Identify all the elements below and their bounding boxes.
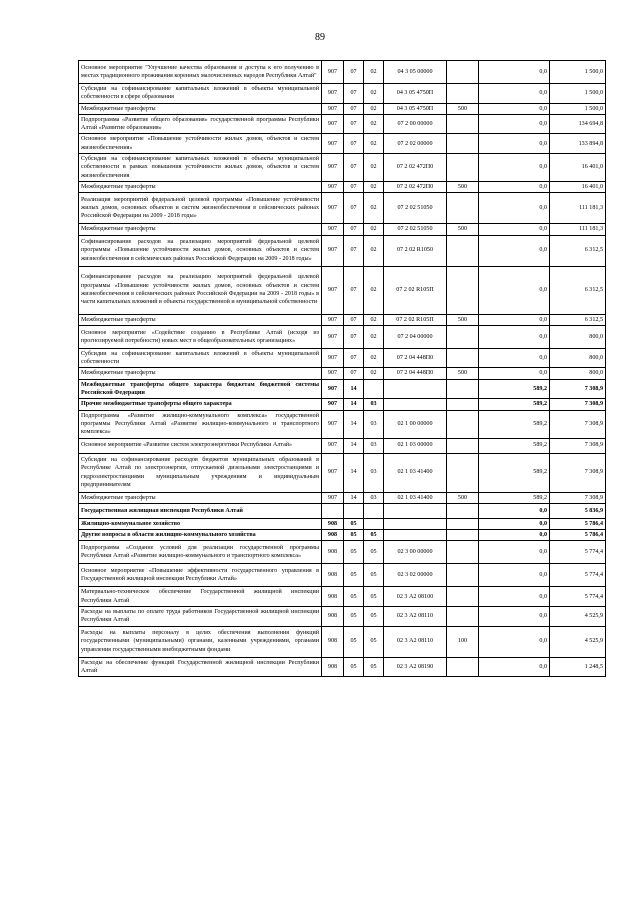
table-cell-value-2: 7 308,9 — [550, 438, 606, 453]
table-cell-ministry: 907 — [322, 453, 344, 492]
table-cell-target-article: 07 2 02 R1050 — [384, 235, 447, 266]
table-cell-expense-type: 500 — [447, 224, 479, 235]
table-cell-value-2: 800,0 — [550, 348, 606, 368]
table-cell-value-1: 0,0 — [479, 626, 550, 657]
table-cell-name: Субсидии на софинансирование расходов бюджетов муниципальных образований в Республике Алтай по электроэнергии, отпускаемой дизельными электростанциями и гидроэлектростанциями муниципальным учреждениям и индивидуальным предпринимателям — [79, 453, 322, 492]
table-cell-value-1: 589,2 — [479, 399, 550, 410]
table-cell-section: 05 — [344, 607, 364, 627]
table-row — [79, 541, 606, 564]
table-cell-target-article — [384, 399, 447, 410]
table-cell-subsection — [364, 379, 384, 399]
table-cell-name: Межбюджетные трансферты — [79, 224, 322, 235]
table-cell-value-1: 0,0 — [479, 607, 550, 627]
table-cell-value-1: 0,0 — [479, 325, 550, 348]
table-cell-subsection: 05 — [364, 607, 384, 627]
table-cell-expense-type: 500 — [447, 181, 479, 192]
table-cell-expense-type — [447, 607, 479, 627]
table-row — [79, 61, 606, 84]
table-cell-value-2: 6 312,5 — [550, 235, 606, 266]
table-cell-ministry: 907 — [322, 325, 344, 348]
table-cell-ministry: 907 — [322, 84, 344, 104]
table-cell-section — [344, 503, 364, 518]
table-cell-name: Расходы на выплаты по оплате труда работников Государственной жилищной инспекции Республики Алтай — [79, 607, 322, 627]
table-cell-name: Основное мероприятие «Содействие созданию в Республике Алтай (исходя из прогнозируемой потребности) новых мест в общеобразовательных организациях» — [79, 325, 322, 348]
table-cell-expense-type — [447, 657, 479, 677]
table-cell-subsection: 02 — [364, 61, 384, 84]
table-cell-value-1: 0,0 — [479, 181, 550, 192]
table-row — [79, 224, 606, 235]
table-cell-value-2: 1 248,5 — [550, 657, 606, 677]
table-cell-target-article: 04 3 05 4750П — [384, 84, 447, 104]
table-row — [79, 181, 606, 192]
table-cell-expense-type — [447, 84, 479, 104]
table-cell-value-2: 133 894,8 — [550, 134, 606, 154]
table-cell-target-article: 02 1 03 00000 — [384, 438, 447, 453]
table-cell-target-article: 02 3 А2 08110 — [384, 626, 447, 657]
table-cell-subsection: 02 — [364, 314, 384, 325]
table-row — [79, 626, 606, 657]
table-cell-value-2: 5 786,4 — [550, 518, 606, 529]
table-cell-name: Расходы на выплаты персоналу в целях обеспечения выполнения функций государственными (муниципальными) органами, казенными учреждениями, органами управления государственными внебюджетными фондами — [79, 626, 322, 657]
table-cell-section: 07 — [344, 114, 364, 134]
table-cell-value-2: 5 774,4 — [550, 587, 606, 607]
table-cell-section: 07 — [344, 193, 364, 224]
table-cell-value-2: 5 774,4 — [550, 564, 606, 587]
table-cell-expense-type — [447, 453, 479, 492]
table-cell-value-2: 5 774,4 — [550, 541, 606, 564]
table-cell-section: 07 — [344, 181, 364, 192]
table-row — [79, 518, 606, 529]
table-cell-subsection: 02 — [364, 181, 384, 192]
table-cell-target-article: 07 2 02 472П0 — [384, 154, 447, 182]
table-cell-name: Основное мероприятие «Повышение эффективности государственного управления в Государственной жилищной инспекции Республики Алтай» — [79, 564, 322, 587]
table-cell-target-article: 07 2 04 448П0 — [384, 368, 447, 379]
table-cell-value-1: 0,0 — [479, 314, 550, 325]
table-cell-section: 05 — [344, 518, 364, 529]
table-cell-section: 05 — [344, 626, 364, 657]
table-cell-value-1: 0,0 — [479, 503, 550, 518]
table-cell-section: 05 — [344, 541, 364, 564]
table-cell-expense-type — [447, 193, 479, 224]
table-cell-section: 07 — [344, 235, 364, 266]
table-cell-expense-type — [447, 564, 479, 587]
table-cell-ministry: 907 — [322, 314, 344, 325]
table-cell-target-article: 02 1 00 00000 — [384, 410, 447, 438]
table-row — [79, 587, 606, 607]
table-cell-value-2: 6 312,5 — [550, 266, 606, 314]
table-cell-value-2: 800,0 — [550, 325, 606, 348]
table-cell-subsection: 05 — [364, 541, 384, 564]
table-cell-value-2: 111 181,3 — [550, 224, 606, 235]
table-row — [79, 266, 606, 314]
table-cell-section: 07 — [344, 368, 364, 379]
table-cell-ministry: 907 — [322, 348, 344, 368]
table-cell-value-2: 7 308,9 — [550, 399, 606, 410]
table-cell-name: Другие вопросы в области жилищно-коммунального хозяйства — [79, 530, 322, 541]
table-cell-ministry: 907 — [322, 410, 344, 438]
table-cell-ministry: 907 — [322, 438, 344, 453]
table-cell-expense-type: 500 — [447, 314, 479, 325]
table-cell-ministry: 907 — [322, 181, 344, 192]
table-cell-expense-type — [447, 266, 479, 314]
table-cell-subsection: 03 — [364, 492, 384, 503]
table-row — [79, 438, 606, 453]
table-cell-ministry: 908 — [322, 607, 344, 627]
table-cell-name: Жилищно-коммунальное хозяйство — [79, 518, 322, 529]
table-cell-value-2: 16 401,0 — [550, 154, 606, 182]
table-cell-value-2: 4 525,9 — [550, 626, 606, 657]
table-cell-value-1: 589,2 — [479, 410, 550, 438]
table-cell-subsection: 02 — [364, 325, 384, 348]
table-cell-expense-type — [447, 325, 479, 348]
table-row — [79, 657, 606, 677]
table-cell-section: 05 — [344, 564, 364, 587]
table-cell-ministry — [322, 503, 344, 518]
table-row — [79, 325, 606, 348]
table-cell-section: 14 — [344, 492, 364, 503]
table-cell-subsection: 02 — [364, 224, 384, 235]
table-cell-value-2: 5 836,9 — [550, 503, 606, 518]
table-cell-value-2: 1 500,0 — [550, 103, 606, 114]
table-cell-target-article — [384, 530, 447, 541]
table-cell-subsection: 03 — [364, 453, 384, 492]
table-cell-subsection — [364, 518, 384, 529]
table-cell-ministry: 908 — [322, 657, 344, 677]
table-cell-value-2: 6 312,5 — [550, 314, 606, 325]
table-row — [79, 410, 606, 438]
table-cell-name: Основное мероприятие «Повышение устойчивости жилых домов, объектов и систем жизнеобеспечения» — [79, 134, 322, 154]
table-row — [79, 379, 606, 399]
table-cell-value-2: 5 786,4 — [550, 530, 606, 541]
table-cell-value-1: 0,0 — [479, 154, 550, 182]
table-cell-target-article: 07 2 02 R105П — [384, 266, 447, 314]
table-cell-subsection: 02 — [364, 134, 384, 154]
table-cell-expense-type — [447, 410, 479, 438]
table-row — [79, 348, 606, 368]
table-cell-value-1: 0,0 — [479, 103, 550, 114]
table-cell-ministry: 908 — [322, 587, 344, 607]
table-cell-value-1: 0,0 — [479, 61, 550, 84]
table-cell-value-1: 0,0 — [479, 518, 550, 529]
table-cell-name: Основное мероприятие "Улучшение качества образования и доступа к его получению в местах традиционного проживания коренных малочисленных народов Республики Алтай" — [79, 61, 322, 84]
table-cell-name: Межбюджетные трансферты — [79, 103, 322, 114]
page-number: 89 — [315, 32, 325, 43]
table-cell-target-article: 07 2 02 00000 — [384, 134, 447, 154]
table-cell-target-article: 02 3 00 00000 — [384, 541, 447, 564]
table-cell-subsection: 03 — [364, 438, 384, 453]
table-cell-value-1: 0,0 — [479, 530, 550, 541]
table-cell-target-article: 02 1 03 41400 — [384, 492, 447, 503]
table-cell-expense-type — [447, 399, 479, 410]
table-cell-section: 07 — [344, 224, 364, 235]
table-cell-ministry: 907 — [322, 399, 344, 410]
table-cell-subsection: 05 — [364, 657, 384, 677]
table-cell-subsection: 03 — [364, 410, 384, 438]
table-cell-ministry: 907 — [322, 154, 344, 182]
table-cell-value-1: 0,0 — [479, 368, 550, 379]
table-row — [79, 399, 606, 410]
table-cell-expense-type: 100 — [447, 626, 479, 657]
table-cell-expense-type — [447, 61, 479, 84]
table-cell-value-2: 1 500,0 — [550, 61, 606, 84]
table-row — [79, 564, 606, 587]
table-cell-target-article: 07 2 04 448П0 — [384, 348, 447, 368]
table-cell-target-article — [384, 379, 447, 399]
table-cell-subsection: 05 — [364, 564, 384, 587]
table-cell-expense-type — [447, 235, 479, 266]
table-cell-section: 14 — [344, 438, 364, 453]
table-cell-value-1: 0,0 — [479, 193, 550, 224]
table-cell-target-article: 07 2 02 R105П — [384, 314, 447, 325]
table-cell-name: Прочие межбюджетные трансферты общего характера — [79, 399, 322, 410]
table-cell-target-article: 07 2 00 00000 — [384, 114, 447, 134]
table-cell-name: Государственная жилищная инспекция Республики Алтай — [79, 503, 322, 518]
table-cell-expense-type: 500 — [447, 492, 479, 503]
table-cell-ministry: 907 — [322, 61, 344, 84]
table-cell-value-1: 589,2 — [479, 453, 550, 492]
table-row — [79, 368, 606, 379]
table-cell-name: Реализация мероприятий федеральной целевой программы «Повышение устойчивости жилых домов, основных объектов и систем жизнеобеспечения в сейсмических районах Российской Федерации на 2009 - 2018 годы» — [79, 193, 322, 224]
table-cell-value-1: 0,0 — [479, 114, 550, 134]
table-cell-section: 14 — [344, 399, 364, 410]
table-cell-ministry: 908 — [322, 530, 344, 541]
table-cell-value-1: 589,2 — [479, 379, 550, 399]
table-cell-name: Межбюджетные трансферты — [79, 181, 322, 192]
table-cell-target-article: 02 3 А2 08190 — [384, 657, 447, 677]
table-cell-name: Основное мероприятие «Развитие систем электроэнергетики Республики Алтай» — [79, 438, 322, 453]
table-cell-ministry: 907 — [322, 224, 344, 235]
table-cell-target-article: 07 2 04 00000 — [384, 325, 447, 348]
table-cell-ministry: 907 — [322, 134, 344, 154]
table-row — [79, 154, 606, 182]
table-cell-ministry: 907 — [322, 492, 344, 503]
table-cell-expense-type — [447, 503, 479, 518]
table-cell-name: Субсидии на софинансирование капитальных вложений в объекты муниципальной собственности — [79, 348, 322, 368]
table-cell-value-1: 0,0 — [479, 266, 550, 314]
table-cell-target-article: 07 2 02 51050 — [384, 224, 447, 235]
table-row — [79, 607, 606, 627]
table-cell-section: 07 — [344, 154, 364, 182]
table-cell-name: Расходы на обеспечение функций Государственной жилищной инспекции Республики Алтай — [79, 657, 322, 677]
table-cell-name: Субсидии на софинансирование капитальных вложений в объекты муниципальной собственности в рамках повышения устойчивости жилых домов, объектов и систем жизнеобеспечения — [79, 154, 322, 182]
table-cell-subsection: 02 — [364, 114, 384, 134]
table-cell-value-2: 4 525,9 — [550, 607, 606, 627]
table-cell-value-2: 7 308,9 — [550, 410, 606, 438]
table-cell-value-2: 7 308,9 — [550, 453, 606, 492]
table-cell-value-2: 7 308,9 — [550, 492, 606, 503]
table-cell-value-1: 0,0 — [479, 84, 550, 104]
table-cell-subsection — [364, 503, 384, 518]
table-cell-ministry: 907 — [322, 368, 344, 379]
table-cell-expense-type — [447, 348, 479, 368]
table-cell-expense-type — [447, 541, 479, 564]
table-row — [79, 193, 606, 224]
table-cell-section: 07 — [344, 266, 364, 314]
table-cell-value-1: 0,0 — [479, 564, 550, 587]
table-cell-target-article: 02 3 А2 08100 — [384, 587, 447, 607]
table-cell-name: Софинансирование расходов на реализацию мероприятий федеральной целевой программы «Повышение устойчивости жилых домов, основных объектов и систем жизнеобеспечения в сейсмических районах Российской Федерации на 2009 - 2018 годы» в части капитальных вложений в объекты государственной и муниципальной собственности — [79, 266, 322, 314]
table-cell-name: Субсидии на софинансирование капитальных вложений в объекты муниципальной собственности в сфере образования — [79, 84, 322, 104]
table-cell-subsection: 02 — [364, 84, 384, 104]
table-cell-name: Межбюджетные трансферты — [79, 492, 322, 503]
table-cell-value-2: 800,0 — [550, 368, 606, 379]
table-cell-expense-type — [447, 134, 479, 154]
table-row — [79, 114, 606, 134]
table-row — [79, 503, 606, 518]
table-cell-ministry: 907 — [322, 193, 344, 224]
table-cell-expense-type — [447, 530, 479, 541]
table-cell-ministry: 908 — [322, 564, 344, 587]
table-row — [79, 530, 606, 541]
table-cell-subsection: 02 — [364, 193, 384, 224]
table-cell-section: 14 — [344, 453, 364, 492]
table-cell-value-2: 1 500,0 — [550, 84, 606, 104]
table-cell-target-article: 02 1 03 41400 — [384, 453, 447, 492]
table-cell-value-1: 0,0 — [479, 224, 550, 235]
table-cell-ministry: 907 — [322, 235, 344, 266]
table-cell-target-article — [384, 518, 447, 529]
table-row — [79, 84, 606, 104]
table-cell-name: Софинансирование расходов на реализацию мероприятий федеральной целевой программы «Повышение устойчивости жилых домов, основных объектов и систем жизнеобеспечения в сейсмических районах Российской Федерации на 2009 - 2018 годы» — [79, 235, 322, 266]
table-cell-expense-type — [447, 154, 479, 182]
table-cell-ministry: 908 — [322, 518, 344, 529]
table-cell-expense-type: 500 — [447, 368, 479, 379]
table-cell-section: 14 — [344, 410, 364, 438]
table-cell-value-2: 16 401,0 — [550, 181, 606, 192]
table-cell-name: Материально-техническое обеспечение Государственной жилищной инспекции Республики Алтай — [79, 587, 322, 607]
table-cell-target-article: 07 2 02 472П0 — [384, 181, 447, 192]
table-cell-expense-type — [447, 518, 479, 529]
table-row — [79, 453, 606, 492]
table-cell-target-article — [384, 503, 447, 518]
table-row — [79, 235, 606, 266]
table-cell-value-1: 0,0 — [479, 134, 550, 154]
table-cell-name: Подпрограмма «Создание условий для реализации государственной программы Республики Алтай «Развитие жилищно-коммунального и транспортного комплекса» — [79, 541, 322, 564]
table-cell-target-article: 02 3 02 00000 — [384, 564, 447, 587]
table-cell-value-1: 0,0 — [479, 541, 550, 564]
table-cell-value-2: 111 181,3 — [550, 193, 606, 224]
table-cell-ministry: 907 — [322, 103, 344, 114]
table-cell-expense-type — [447, 587, 479, 607]
table-cell-subsection: 02 — [364, 348, 384, 368]
table-cell-section: 05 — [344, 587, 364, 607]
table-cell-section: 07 — [344, 61, 364, 84]
table-cell-ministry: 907 — [322, 114, 344, 134]
table-cell-value-1: 0,0 — [479, 235, 550, 266]
table-cell-ministry: 908 — [322, 541, 344, 564]
table-cell-section: 05 — [344, 657, 364, 677]
table-cell-target-article: 04 3 05 4750П — [384, 103, 447, 114]
table-cell-section: 05 — [344, 530, 364, 541]
table-cell-name: Межбюджетные трансферты — [79, 314, 322, 325]
table-cell-target-article: 04 3 05 00000 — [384, 61, 447, 84]
table-cell-name: Подпрограмма «Развитие общего образования» государственной программы Республики Алтай «Развитие образования» — [79, 114, 322, 134]
table-cell-value-1: 589,2 — [479, 438, 550, 453]
table-cell-ministry: 908 — [322, 626, 344, 657]
table-cell-section: 07 — [344, 103, 364, 114]
table-cell-expense-type — [447, 438, 479, 453]
table-cell-section: 14 — [344, 379, 364, 399]
table-cell-value-1: 0,0 — [479, 348, 550, 368]
table-cell-subsection: 03 — [364, 399, 384, 410]
table-cell-section: 07 — [344, 348, 364, 368]
table-cell-ministry: 907 — [322, 266, 344, 314]
table-cell-target-article: 02 3 А2 08110 — [384, 607, 447, 627]
table-cell-target-article: 07 2 02 51050 — [384, 193, 447, 224]
table-cell-expense-type — [447, 379, 479, 399]
budget-table — [78, 60, 606, 677]
table-cell-value-1: 0,0 — [479, 657, 550, 677]
table-cell-value-1: 589,2 — [479, 492, 550, 503]
table-cell-name: Подпрограмма «Развитие жилищно-коммунального комплекса» государственной программы Республики Алтай «Развитие жилищно-коммунального и транспортного комплекса» — [79, 410, 322, 438]
table-cell-ministry: 907 — [322, 379, 344, 399]
table-cell-section: 07 — [344, 134, 364, 154]
table-cell-subsection: 05 — [364, 626, 384, 657]
table-cell-subsection: 05 — [364, 530, 384, 541]
table-cell-section: 07 — [344, 325, 364, 348]
table-row — [79, 314, 606, 325]
table-cell-section: 07 — [344, 84, 364, 104]
table-cell-subsection: 02 — [364, 103, 384, 114]
table-row — [79, 492, 606, 503]
table-cell-expense-type — [447, 114, 479, 134]
table-cell-subsection: 02 — [364, 266, 384, 314]
table-cell-subsection: 05 — [364, 587, 384, 607]
table-cell-name: Межбюджетные трансферты — [79, 368, 322, 379]
table-cell-name: Межбюджетные трансферты общего характера бюджетам бюджетной системы Российской Федерации — [79, 379, 322, 399]
table-cell-section: 07 — [344, 314, 364, 325]
table-cell-value-2: 7 308,9 — [550, 379, 606, 399]
table-cell-subsection: 02 — [364, 368, 384, 379]
table-cell-subsection: 02 — [364, 235, 384, 266]
table-cell-subsection: 02 — [364, 154, 384, 182]
table-row — [79, 103, 606, 114]
table-cell-value-1: 0,0 — [479, 587, 550, 607]
table-cell-value-2: 134 694,8 — [550, 114, 606, 134]
table-cell-expense-type: 500 — [447, 103, 479, 114]
table-row — [79, 134, 606, 154]
